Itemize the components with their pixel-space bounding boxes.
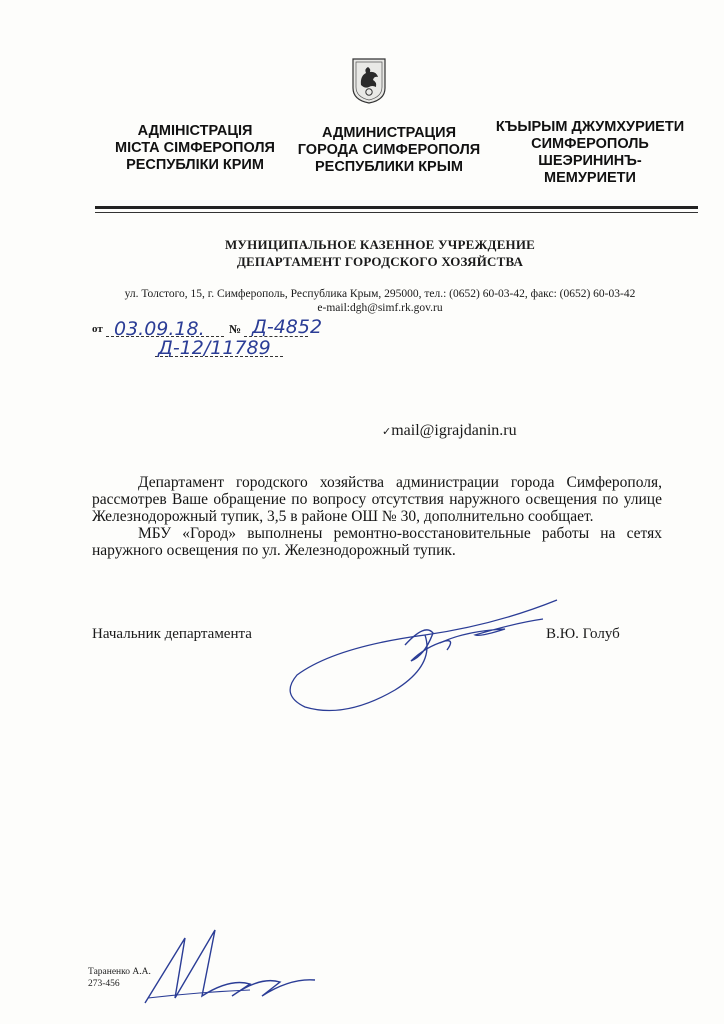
ref-from-label: от <box>92 323 103 335</box>
ref-incoming-handwritten: Д-12/11789 <box>158 337 271 359</box>
organization-name <box>120 236 640 270</box>
header-left-line: АДМІНІСТРАЦІЯ <box>137 123 253 139</box>
header-center-line: АДМИНИСТРАЦИЯ <box>321 125 456 141</box>
header-center-block <box>292 125 486 176</box>
organization-line-1: МУНИЦИПАЛЬНОЕ КАЗЕННОЕ УЧРЕЖДЕНИЕ <box>224 237 536 252</box>
body-paragraph: МБУ «Город» выполнены ремонтно-восстановительные работы на сетях наружного освещения по ул. Железнодорожный тупик. <box>92 525 662 559</box>
header-divider-thin <box>95 212 698 213</box>
header-right-line: МЕМУРИЕТИ <box>544 170 636 186</box>
organization-line-2: ДЕПАРТАМЕНТ ГОРОДСКОГО ХОЗЯЙСТВА <box>236 254 524 269</box>
header-divider-thick <box>95 206 698 209</box>
signature-name: В.Ю. Голуб <box>546 626 620 642</box>
letter-body <box>92 474 662 559</box>
ref-number-handwritten: Д-4852 <box>252 316 323 338</box>
organization-address: ул. Толстого, 15, г. Симферополь, Республика Крым, 295000, тел.: (0652) 60-03-42, факс: (0652) 60-03-42 <box>124 288 636 300</box>
header-right-line: СИМФЕРОПОЛЬ <box>531 136 649 152</box>
header-right-block <box>492 119 688 187</box>
executor-name: Тараненко А.А. <box>88 967 151 977</box>
organization-address-block <box>80 287 680 315</box>
header-left-line: МІСТА СІМФЕРОПОЛЯ <box>115 140 275 156</box>
handwritten-signature <box>275 595 575 725</box>
header-center-line: РЕСПУБЛИКИ КРЫМ <box>314 159 463 175</box>
ref-number-label: № <box>229 322 242 336</box>
organization-email: e-mail:dgh@simf.rk.gov.ru <box>317 302 443 314</box>
recipient-email-text: mail@igrajdanin.ru <box>391 422 517 439</box>
executor-phone: 273-456 <box>88 979 120 989</box>
signature-position: Начальник департамента <box>92 626 252 642</box>
recipient-email <box>382 422 517 440</box>
header-left-line: РЕСПУБЛІКИ КРИМ <box>126 157 264 173</box>
header-left-block <box>100 123 290 174</box>
header-center-line: ГОРОДА СИМФЕРОПОЛЯ <box>297 142 481 158</box>
crimea-coat-of-arms-icon <box>352 58 386 104</box>
header-right-line: КЪЫРЫМ ДЖУМХУРИЕТИ <box>495 119 685 135</box>
tick-mark-icon: ✓ <box>382 425 392 438</box>
executor-initials-mark <box>140 918 320 1008</box>
ref-date-handwritten: 03.09.18. <box>114 318 205 340</box>
body-paragraph: Департамент городского хозяйства администрации города Симферополя, рассмотрев Ваше обращение по вопросу отсутствия наружного освещения по улице Железнодорожный тупик, 3,5 в районе ОШ № 30, дополнительно сообщает. <box>92 474 662 525</box>
header-right-line: ШЕЭРИНИНЪ- <box>538 153 642 169</box>
